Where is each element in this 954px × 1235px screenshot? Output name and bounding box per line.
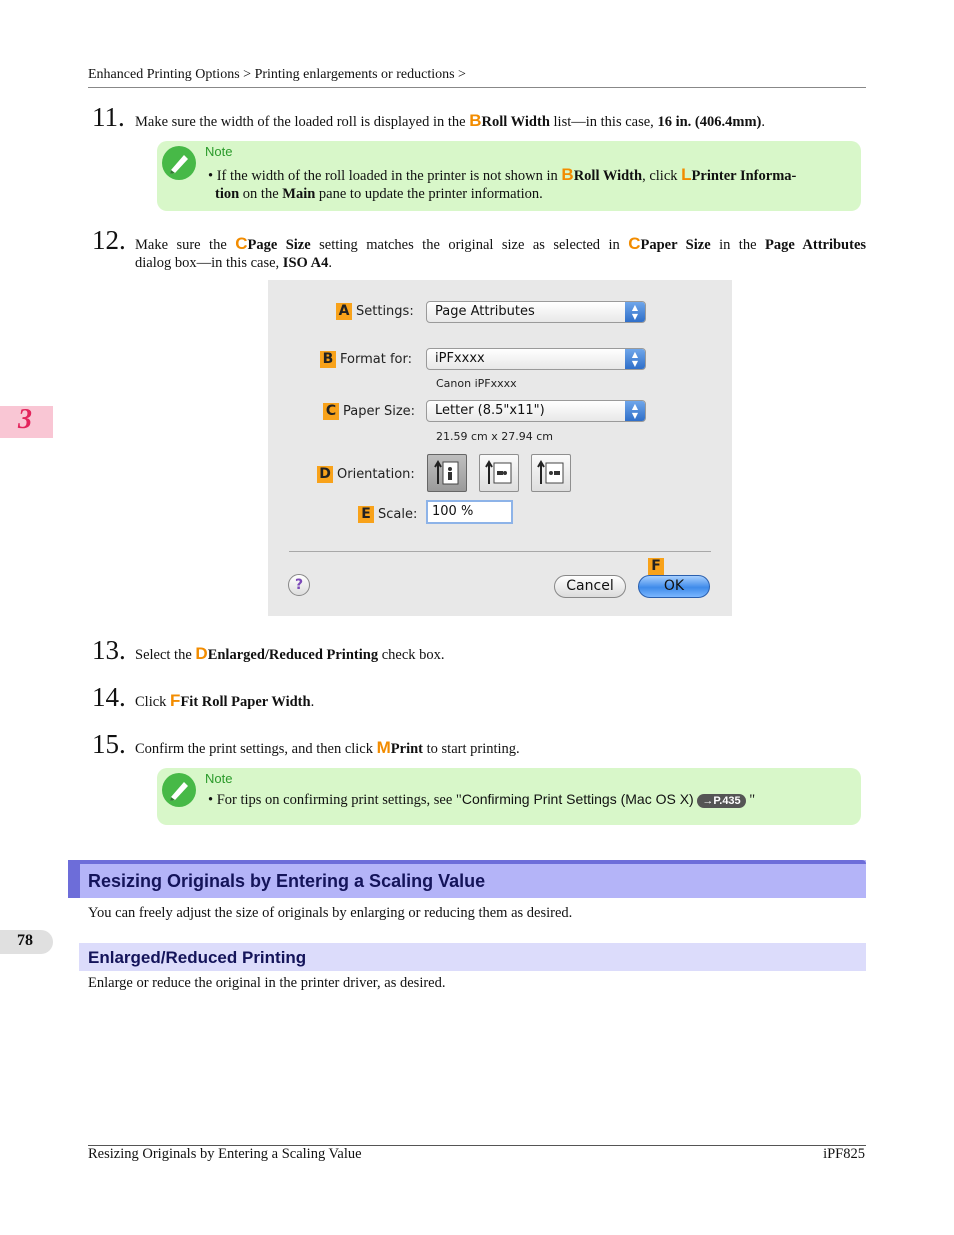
popup-arrows-icon: ▲ ▼ (625, 401, 645, 421)
step-number: 13. (92, 635, 126, 665)
text: Select the (135, 647, 192, 663)
value-term: ISO A4 (282, 255, 329, 271)
step-text (135, 691, 314, 712)
orientation-reverse-landscape-button[interactable] (531, 454, 571, 492)
popup-arrows-icon: ▲ ▼ (625, 349, 645, 369)
ui-term: Roll Width (481, 114, 550, 130)
footer-model: iPF825 (823, 1146, 865, 1162)
note-pencil-icon (162, 773, 196, 807)
text: . (761, 114, 765, 130)
ui-term: tion (215, 186, 240, 202)
step-text (135, 111, 870, 132)
callout-letter: B (320, 351, 336, 368)
breadcrumb-separator: > (458, 67, 466, 82)
text: For tips on confirming print settings, see " (216, 792, 462, 808)
ui-term: Enlarged/Reduced Printing (207, 647, 379, 663)
note-box (157, 768, 861, 825)
callout-letter: A (336, 303, 352, 320)
landscape-icon (480, 455, 518, 491)
section-heading-accent (68, 860, 866, 864)
note-box (157, 141, 861, 211)
text: dialog box—in this case, (135, 255, 280, 271)
step-number: 14. (92, 682, 126, 712)
note-text (208, 790, 853, 810)
page-attributes-dialog (268, 280, 732, 616)
text: setting matches the original size as selected in (319, 237, 620, 253)
callout-letter: B (469, 111, 482, 130)
callout-letter: C (323, 403, 339, 420)
breadcrumb-item[interactable]: Printing enlargements or reductions (254, 67, 455, 82)
text: check box. (381, 647, 445, 663)
printer-name: Canon iPFxxxx (436, 377, 517, 390)
settings-label: Settings: (356, 304, 414, 319)
settings-value: Page Attributes (435, 304, 535, 319)
step-number: 11. (92, 102, 125, 132)
value-term: 16 in. (406.4mm) (657, 114, 762, 130)
text: " (749, 792, 756, 808)
step-text (135, 644, 445, 665)
section-intro: You can freely adjust the size of originals by enlarging or reducing them as desired. (88, 905, 573, 921)
breadcrumb (88, 67, 466, 83)
callout-letter: F (648, 558, 664, 575)
text: Make sure the (135, 237, 227, 253)
paper-size-label: Paper Size: (343, 404, 416, 419)
format-row (320, 350, 412, 368)
reverse-landscape-icon (532, 455, 570, 491)
callout-letter: D (317, 466, 333, 483)
header-rule (88, 87, 866, 88)
ui-term: Page Size (247, 237, 311, 253)
text: If the width of the roll loaded in the printer is not shown in (216, 168, 558, 184)
step-text (135, 738, 520, 759)
note-label: Note (205, 771, 233, 786)
callout-letter: E (358, 506, 374, 523)
orientation-label: Orientation: (337, 467, 415, 482)
callout-letter: B (561, 165, 574, 184)
note-pencil-icon (162, 146, 196, 180)
text: to start printing. (426, 741, 520, 757)
text: list—in this case, (553, 114, 654, 130)
step-number: 12. (92, 225, 126, 255)
settings-popup[interactable] (426, 301, 646, 323)
subsection-title: Enlarged/Reduced Printing (88, 948, 307, 967)
scale-value: 100 % (432, 504, 474, 519)
dialog-divider (289, 551, 711, 552)
scale-label: Scale: (378, 507, 418, 522)
section-title: Resizing Originals by Entering a Scaling Value (88, 871, 486, 891)
orientation-landscape-button[interactable] (479, 454, 519, 492)
paper-size-row (323, 402, 415, 420)
step-number: 15. (92, 729, 126, 759)
paper-size-popup[interactable] (426, 400, 646, 422)
format-value: iPFxxxx (435, 351, 485, 366)
format-label: Format for: (340, 352, 412, 367)
page-number: 78 (17, 932, 33, 949)
text: . (328, 255, 332, 271)
ui-term: Fit Roll Paper Width (180, 694, 311, 710)
text: in the (719, 237, 757, 253)
text: Click (135, 694, 167, 710)
text: . (310, 694, 315, 710)
text: Confirm the print settings, and then click (135, 741, 373, 757)
callout-letter: D (195, 644, 208, 663)
bullet: • (208, 168, 214, 184)
callout-letter: C (628, 234, 641, 253)
breadcrumb-separator: > (243, 67, 252, 82)
bullet: • (208, 792, 214, 808)
text: pane to update the printer information. (318, 186, 543, 202)
callout-letter: M (376, 738, 391, 757)
callout-letter: C (235, 234, 248, 253)
ok-button[interactable]: OK (638, 575, 710, 598)
callout-letter: F (170, 691, 181, 710)
text: Make sure the width of the loaded roll is displayed in the (135, 114, 466, 130)
orientation-portrait-button[interactable] (427, 454, 467, 492)
page-reference-badge[interactable]: →P.435 (697, 794, 745, 808)
ok-callout (648, 557, 664, 575)
ui-term: Print (390, 741, 424, 757)
text: on the (242, 186, 279, 202)
step-text-line2 (135, 254, 332, 273)
format-popup[interactable] (426, 348, 646, 370)
text: , click (642, 168, 678, 184)
scale-input[interactable] (426, 500, 513, 524)
callout-letter: L (681, 165, 692, 184)
breadcrumb-item[interactable]: Enhanced Printing Options (88, 67, 240, 82)
ui-term: Main (282, 186, 316, 202)
subsection-text: Enlarge or reduce the original in the printer driver, as desired. (88, 975, 446, 991)
help-button[interactable]: ? (288, 574, 310, 596)
note-text (208, 165, 853, 186)
footer-section-title: Resizing Originals by Entering a Scaling Value (88, 1146, 362, 1162)
orientation-row (317, 465, 415, 483)
note-text-line2 (215, 185, 855, 204)
portrait-icon (428, 455, 466, 491)
cross-reference-link[interactable]: Confirming Print Settings (Mac OS X) (461, 791, 694, 807)
settings-row (336, 302, 414, 320)
scale-row (358, 505, 417, 523)
chapter-number: 3 (18, 404, 32, 435)
note-label: Note (205, 144, 233, 159)
ui-term: Page Attributes (764, 237, 867, 253)
paper-dimensions: 21.59 cm x 27.94 cm (436, 430, 554, 443)
ui-term: Printer Informa- (691, 168, 797, 184)
step-text (135, 234, 866, 255)
ui-term: Paper Size (640, 237, 711, 253)
cancel-button[interactable]: Cancel (554, 575, 626, 598)
popup-arrows-icon: ▲ ▼ (625, 302, 645, 322)
ui-term: Roll Width (573, 168, 643, 184)
paper-size-value: Letter (8.5"x11") (435, 403, 545, 418)
